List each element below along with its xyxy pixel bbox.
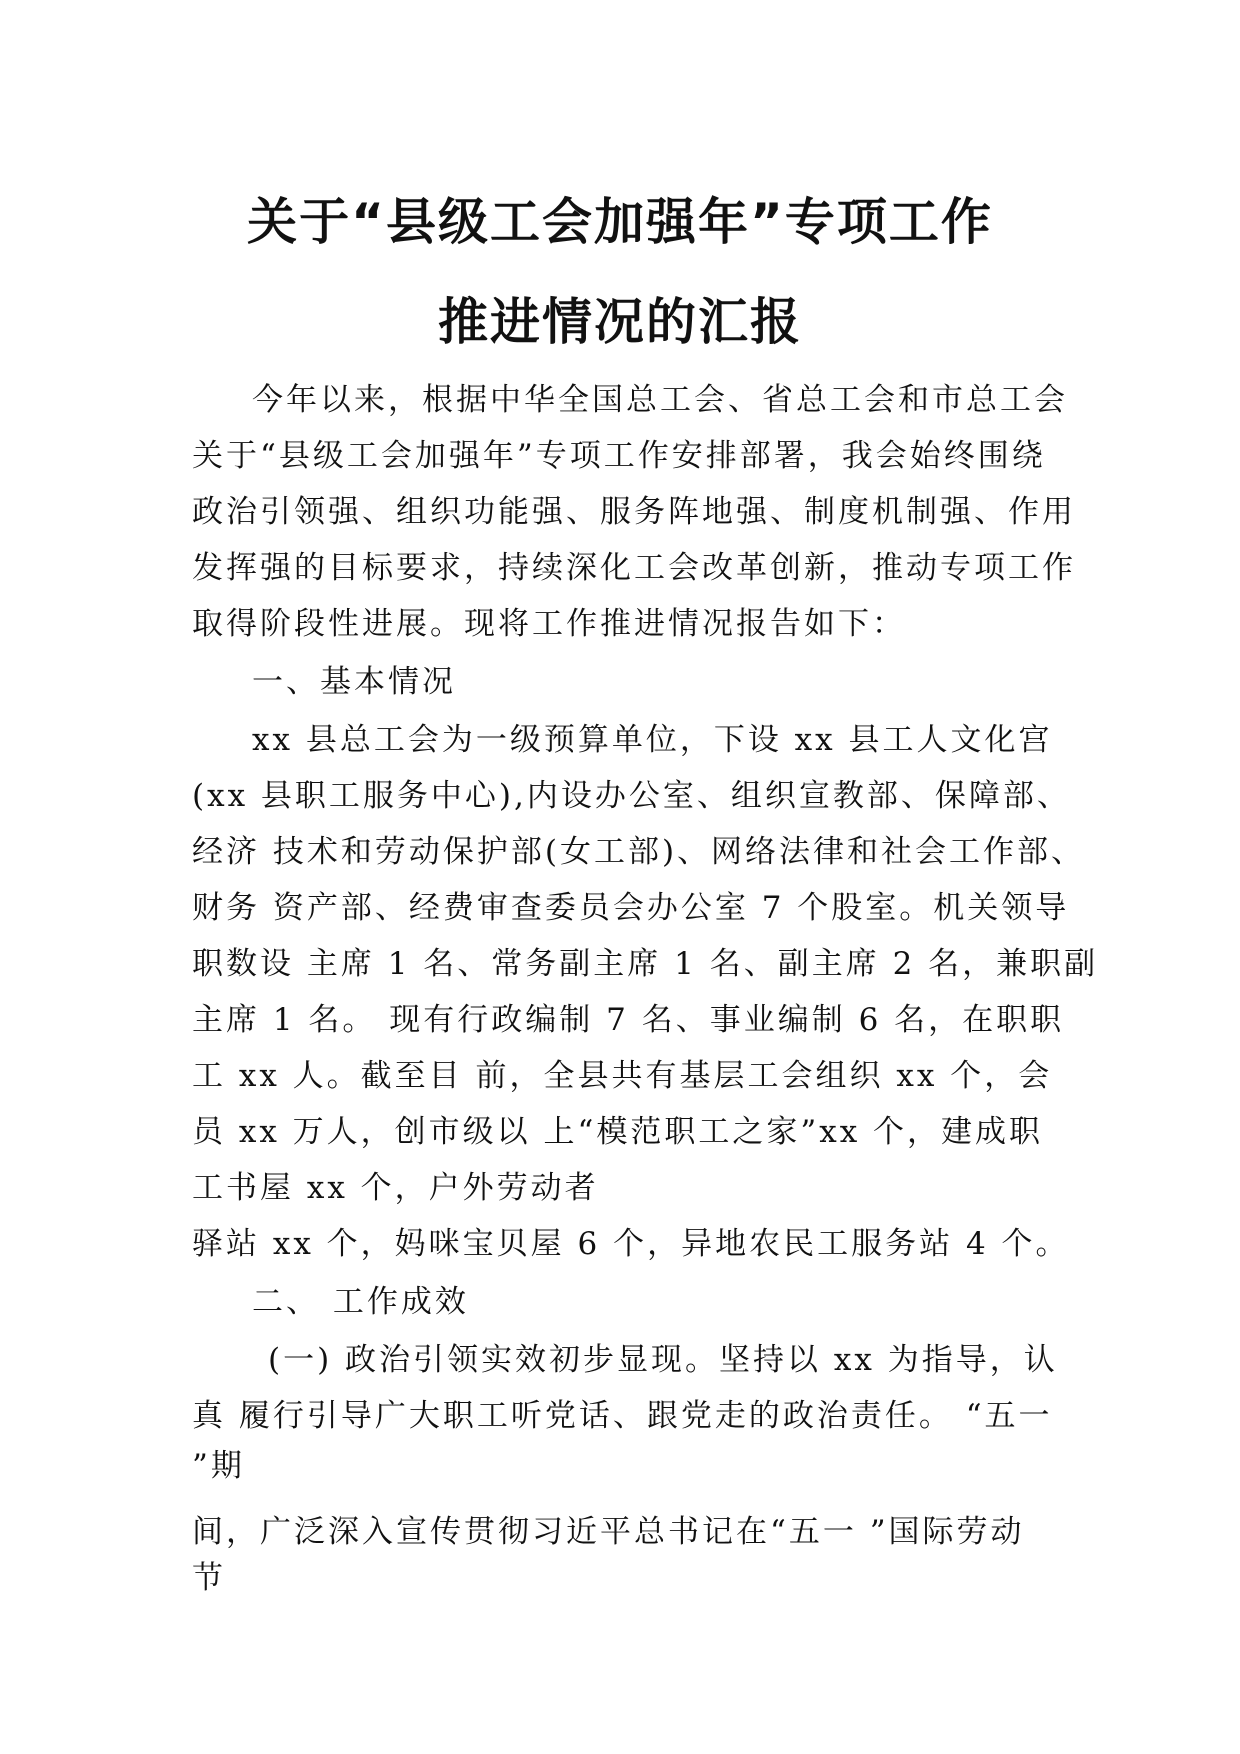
section-heading-2: 二、 工作成效 bbox=[252, 1284, 469, 1320]
body-line-7: xx 县总工会为一级预算单位，下设 xx 县工人文化宫 bbox=[252, 722, 1053, 758]
body-line-9: 经济 技术和劳动保护部(女工部)、网络法律和社会工作部、 bbox=[192, 834, 1086, 870]
body-line-12: 主席 1 名。 现有行政编制 7 名、事业编制 6 名，在职职 bbox=[192, 1002, 1065, 1038]
body-line-13: 工 xx 人。截至目 前，全县共有基层工会组织 xx 个，会 bbox=[192, 1058, 1053, 1094]
body-line-22: 节 bbox=[192, 1560, 226, 1596]
body-line-14: 员 xx 万人，创市级以 上“模范职工之家”xx 个，建成职 bbox=[192, 1114, 1044, 1150]
body-line-4: 发挥强的目标要求，持续深化工会改革创新，推动专项工作 bbox=[192, 550, 1076, 586]
section-heading-1: 一、基本情况 bbox=[252, 664, 456, 700]
document-title-line-1: 关于“县级工会加强年”专项工作 bbox=[247, 193, 993, 251]
body-line-11: 职数设 主席 1 名、常务副主席 1 名、副主席 2 名，兼职副 bbox=[192, 946, 1099, 982]
body-line-10: 财务 资产部、经费审查委员会办公室 7 个股室。机关领导 bbox=[192, 890, 1070, 926]
body-line-8: (xx 县职工服务中心),内设办公室、组织宣教部、保障部、 bbox=[192, 778, 1071, 814]
body-line-18: (一) 政治引领实效初步显现。坚持以 xx 为指导，认 bbox=[268, 1342, 1058, 1378]
body-line-5: 取得阶段性进展。现将工作推进情况报告如下： bbox=[192, 606, 906, 642]
body-line-15: 工书屋 xx 个，户外劳动者 bbox=[192, 1170, 599, 1206]
body-line-1: 今年以来，根据中华全国总工会、省总工会和市总工会 bbox=[252, 382, 1068, 418]
body-line-20: ”期 bbox=[192, 1448, 245, 1484]
body-line-16: 驿站 xx 个，妈咪宝贝屋 6 个，异地农民工服务站 4 个。 bbox=[192, 1226, 1070, 1262]
document-title-line-2: 推进情况的汇报 bbox=[438, 293, 802, 351]
body-line-2: 关于“县级工会加强年”专项工作安排部署，我会始终围绕 bbox=[192, 438, 1046, 474]
body-line-3: 政治引领强、组织功能强、服务阵地强、制度机制强、作用 bbox=[192, 494, 1076, 530]
body-line-21: 间，广泛深入宣传贯彻习近平总书记在“五一 ”国际劳动 bbox=[192, 1514, 1025, 1550]
body-line-19: 真 履行引导广大职工听党话、跟党走的政治责任。 “五一 bbox=[192, 1398, 1053, 1434]
